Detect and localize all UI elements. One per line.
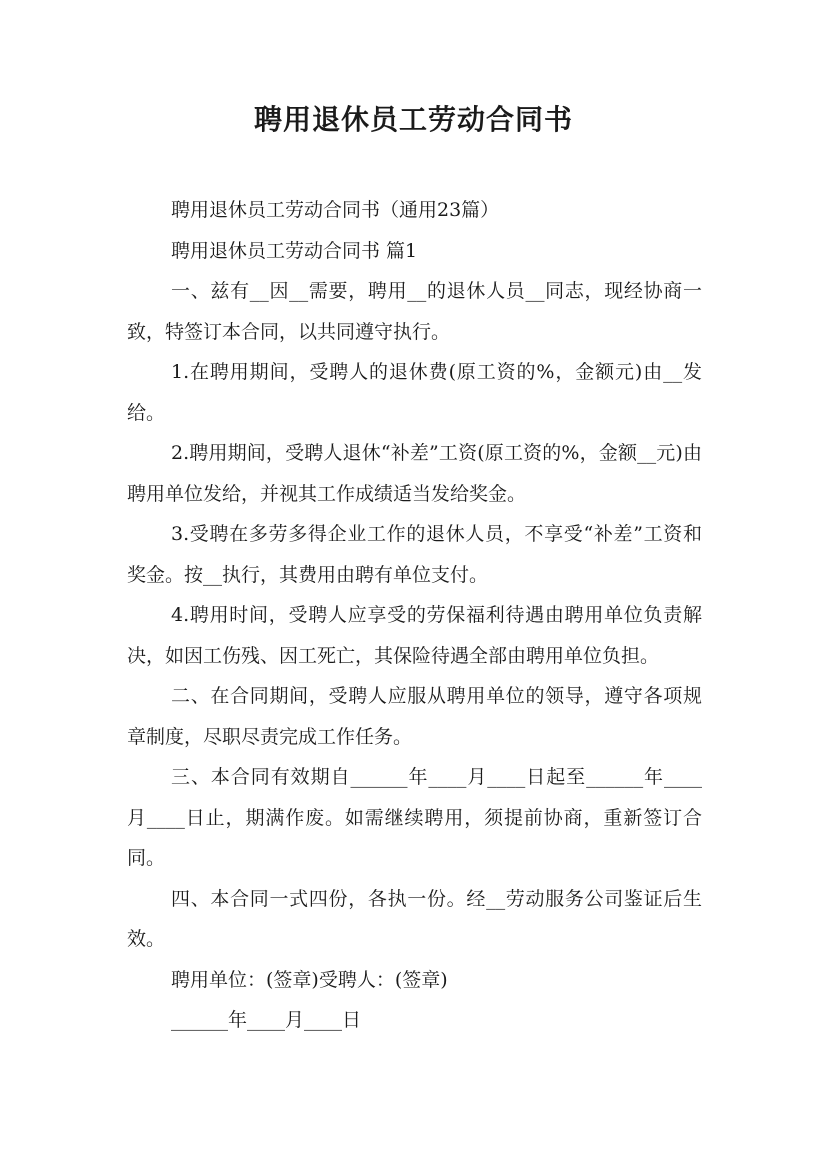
paragraph-clause-4: 四、本合同一式四份，各执一份。经__劳动服务公司鉴证后生效。 — [127, 887, 702, 950]
date-line: ______年____月____日 — [171, 1009, 362, 1031]
signature-line: 聘用单位：(签章)受聘人：(签章) — [171, 968, 448, 991]
paragraph-item-4: 4.聘用时间，受聘人应享受的劳保福利待遇由聘用单位负责解决，如因工伤残、因工死亡，其保险待遇全部由聘用单位负担。 — [127, 604, 702, 667]
paragraph-section-heading: 聘用退休员工劳动合同书 篇1 — [171, 239, 418, 262]
paragraph-clause-3: 三、本合同有效期自______年____月____日起至______年____月____日止，期满作废。如需继续聘用，须提前协商，重新签订合同。 — [127, 766, 702, 869]
paragraph-item-1: 1.在聘用期间，受聘人的退休费(原工资的%，金额元)由__发给。 — [127, 361, 702, 424]
paragraph-clause-1: 一、兹有__因__需要，聘用__的退休人员__同志，现经协商一致，特签订本合同，以共同遵守执行。 — [127, 280, 702, 343]
paragraph-item-2: 2.聘用期间，受聘人退休“补差”工资(原工资的%，金额__元)由聘用单位发给，并视其工作成绩适当发给奖金。 — [127, 442, 702, 505]
paragraph-subtitle: 聘用退休员工劳动合同书（通用23篇） — [171, 199, 500, 221]
paragraph-clause-2: 二、在合同期间，受聘人应服从聘用单位的领导，遵守各项规章制度，尽职尽责完成工作任务。 — [127, 685, 702, 748]
document-title: 聘用退休员工劳动合同书 — [253, 103, 573, 136]
document-body — [127, 190, 702, 1041]
paragraph-item-3: 3.受聘在多劳多得企业工作的退休人员，不享受“补差”工资和奖金。按__执行，其费用由聘有单位支付。 — [127, 523, 702, 586]
